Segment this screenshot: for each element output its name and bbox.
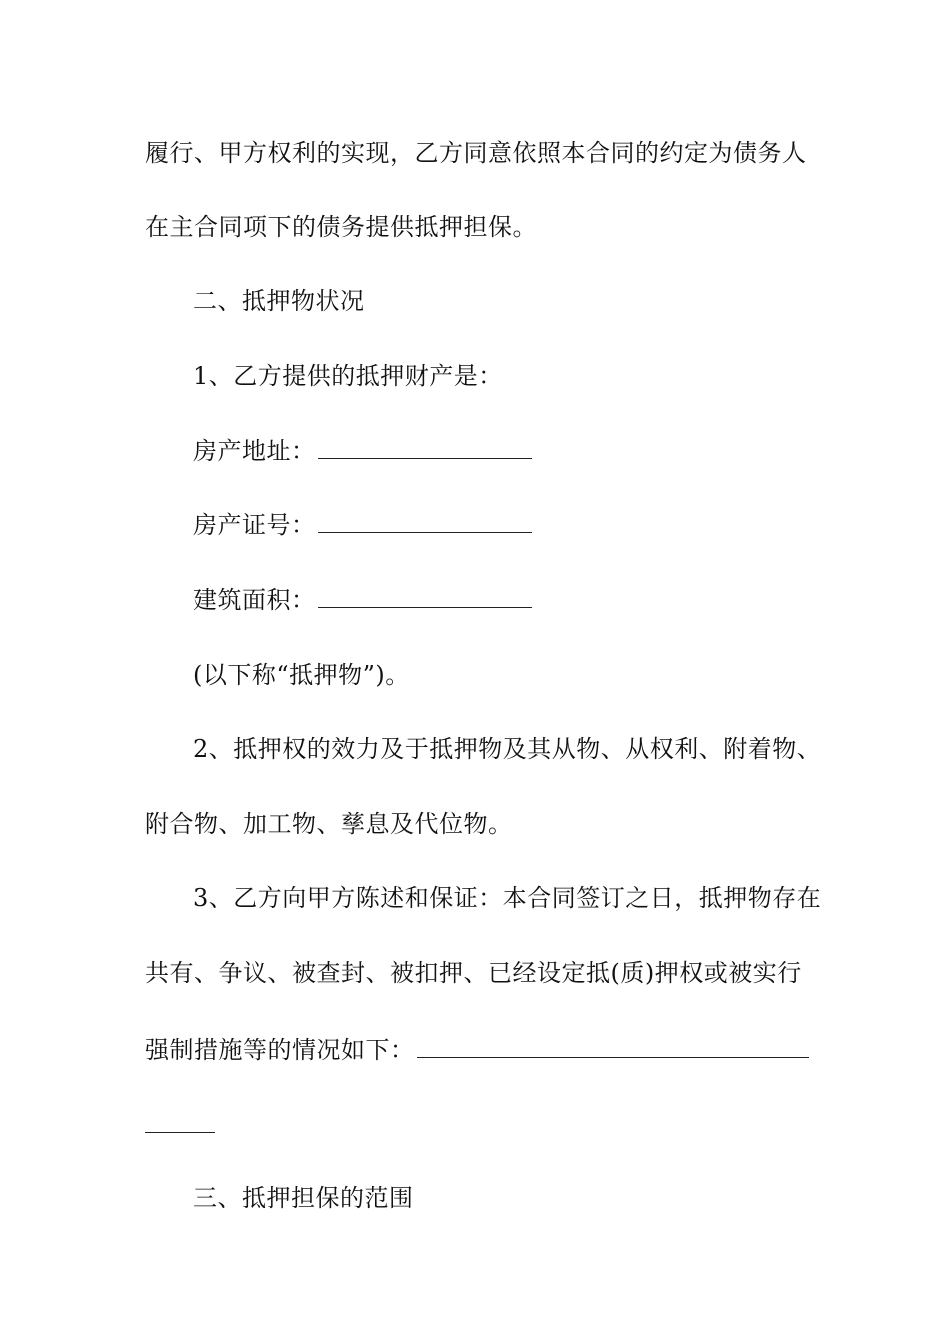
fill-in-blank	[417, 1035, 809, 1058]
paragraph-line: 在主合同项下的债务提供抵押担保。	[145, 213, 537, 241]
fill-in-blank	[318, 585, 532, 608]
field-label: 强制措施等的情况如下：	[145, 1036, 415, 1064]
fill-in-blank	[318, 436, 532, 459]
field-label: 房产证号：	[193, 511, 316, 539]
paragraph-line: 1、乙方提供的抵押财产是：	[193, 362, 503, 390]
paragraph-line: 3、乙方向甲方陈述和保证：本合同签订之日，抵押物存在	[193, 884, 822, 912]
section-heading: 三、抵押担保的范围	[193, 1184, 414, 1212]
paragraph-line: 2、抵押权的效力及于抵押物及其从物、从权利、附着物、	[193, 735, 822, 763]
paragraph-line: 履行、甲方权利的实现，乙方同意依照本合同的约定为债务人	[145, 139, 807, 167]
section-heading: 二、抵押物状况	[193, 287, 365, 315]
field-row-area	[193, 585, 863, 615]
field-label: 建筑面积：	[193, 586, 316, 614]
fill-in-blank	[318, 510, 532, 533]
paragraph-line: 附合物、加工物、孳息及代位物。	[145, 810, 513, 838]
field-row-address	[193, 436, 863, 466]
field-label: 房产地址：	[193, 437, 316, 465]
fill-in-blank-continuation	[145, 1132, 215, 1133]
field-row-certificate	[193, 510, 863, 540]
paragraph-line: (以下称“抵押物”)。	[193, 661, 410, 689]
paragraph-line: 共有、争议、被查封、被扣押、已经设定抵(质)押权或被实行	[145, 959, 802, 987]
field-row-encumbrance	[145, 1035, 815, 1065]
